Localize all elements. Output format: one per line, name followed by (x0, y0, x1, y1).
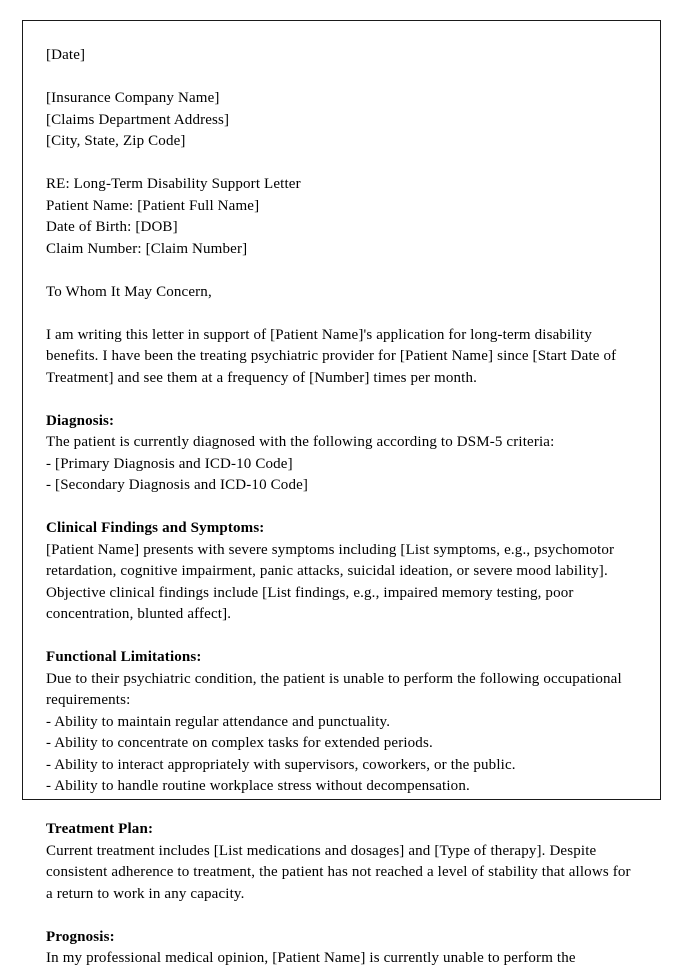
recipient-address-line: [City, State, Zip Code] (46, 133, 186, 149)
section-heading: Treatment Plan: (46, 821, 154, 837)
section-treatment-plan (46, 819, 631, 905)
section-list-item: - Ability to maintain regular attendance and punctuality. (46, 713, 391, 730)
section-intro: The patient is currently diagnosed with the following according to DSM-5 criteria: (46, 434, 555, 450)
section-clinical-findings (46, 518, 631, 626)
section-functional-limitations (46, 647, 631, 798)
section-body: Current treatment includes [List medications and dosages] and [Type of therapy]. Despite consistent adherence to treatment, the patient has not reached a level of stability that allows for a return to work in any capacity. (46, 842, 631, 902)
section-list-item: - [Primary Diagnosis and ICD-10 Code] (46, 455, 293, 472)
salutation-block (46, 282, 631, 304)
section-body: [Patient Name] presents with severe symptoms including [List symptoms, e.g., psychomotor retardation, cognitive impairment, panic attacks, suicidal ideation, or severe mood lability]. Objective clinical findings include [List findings, e.g., impaired memory testing, poor concentration, blunted affect]. (46, 541, 615, 622)
intro-paragraph: I am writing this letter in support of [Patient Name]'s application for long-term disability benefits. I have been the treating psychiatric provider for [Patient Name] since [Start Date of Treatment] and see them at a frequency of [Number] times per month. (46, 326, 617, 386)
recipient-address-line: [Claims Department Address] (46, 111, 230, 128)
section-heading: Prognosis: (46, 928, 115, 945)
section-list-item: - Ability to concentrate on complex tasks for extended periods. (46, 735, 433, 751)
section-list-item: - Ability to handle routine workplace stress without decompensation. (46, 778, 470, 794)
section-heading: Clinical Findings and Symptoms: (46, 520, 265, 536)
section-list-item: - [Secondary Diagnosis and ICD-10 Code] (46, 477, 309, 493)
section-intro: Due to their psychiatric condition, the patient is unable to perform the following occupational requirements: (46, 670, 622, 708)
recipient-address-line: [Insurance Company Name] (46, 90, 220, 106)
salutation-line: To Whom It May Concern, (46, 283, 212, 300)
reference-dob-line: Date of Birth: [DOB] (46, 219, 178, 235)
recipient-address-block (46, 88, 631, 153)
section-body: In my professional medical opinion, [Patient Name] is currently unable to perform the (46, 950, 576, 966)
reference-claim-number-line: Claim Number: [Claim Number] (46, 240, 248, 257)
reference-subject-line: RE: Long-Term Disability Support Letter (46, 176, 301, 192)
section-heading: Diagnosis: (46, 412, 115, 429)
section-heading: Functional Limitations: (46, 649, 202, 665)
section-diagnosis (46, 411, 631, 497)
date-line: [Date] (46, 47, 86, 63)
date-block (46, 45, 631, 67)
reference-block (46, 174, 631, 260)
reference-patient-name-line: Patient Name: [Patient Full Name] (46, 197, 260, 214)
section-prognosis (46, 927, 631, 970)
section-list-item: - Ability to interact appropriately with supervisors, coworkers, or the public. (46, 756, 516, 773)
document-page (22, 20, 661, 966)
letter-body (46, 45, 631, 970)
intro-paragraph-block (46, 325, 631, 390)
